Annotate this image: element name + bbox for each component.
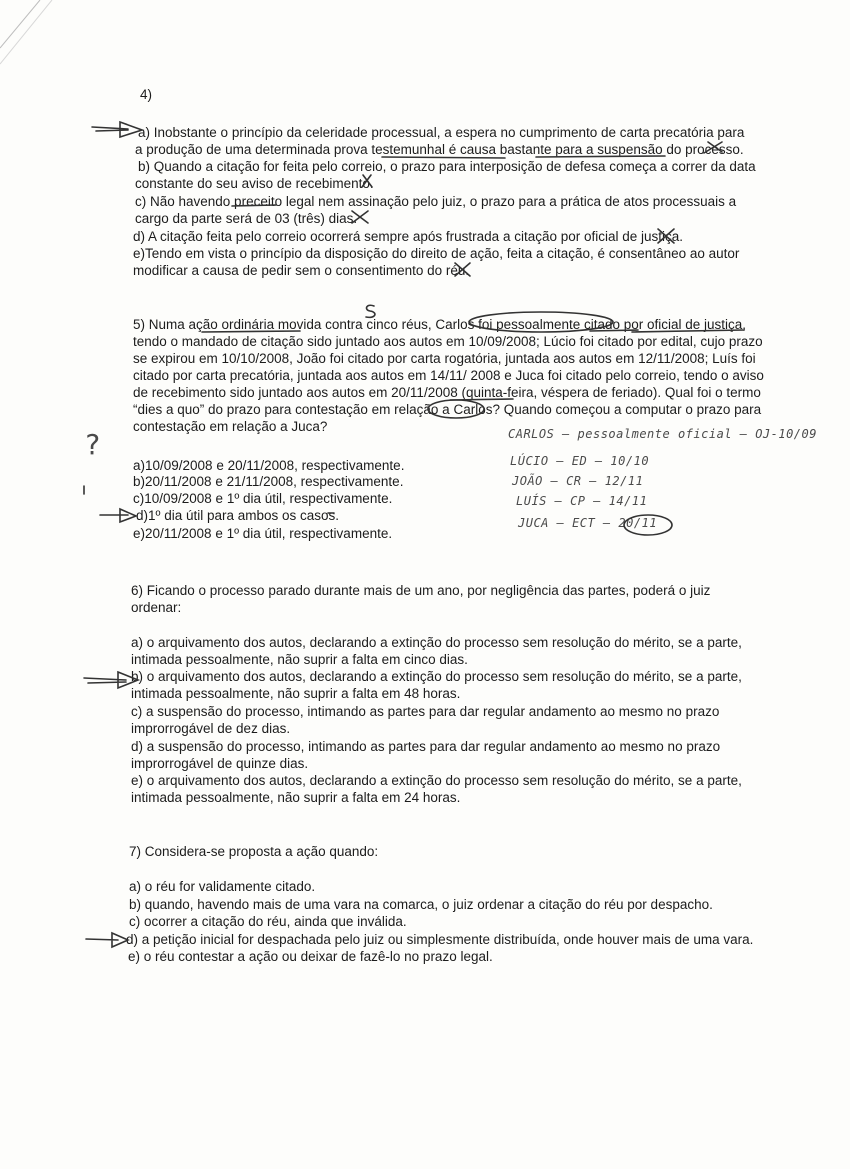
q5-statement-line-3: se expirou em 10/10/2008, João foi citado por carta rogatória, juntada aos autos em 12/11/2008; Luís foi [133,351,756,366]
q5-option-a: a)10/09/2008 e 20/11/2008, respectivamente. [133,458,405,473]
q4-option-e: e)Tendo em vista o princípio da disposição do direito de ação, feita a citação, é consentâneo ao autor [133,246,740,261]
q4-option-a-cont: a produção de uma determinada prova testemunhal é causa bastante para a suspensão do processo. [135,142,744,157]
arrow-q7-d [86,933,128,947]
q7-statement: 7) Considera-se proposta a ação quando: [129,844,379,859]
q5-statement-line-2: tendo o mandado de citação sido juntado aos autos em 10/09/2008; Lúcio foi citado por edital, cujo prazo [133,334,763,349]
scan-edge-artifact [0,0,60,80]
q6-statement-line-1: 6) Ficando o processo parado durante mais de um ano, por negligência das partes, poderá o juiz [131,583,711,598]
q4-number: 4) [140,87,153,102]
handwritten-question-mark: ? [84,428,102,461]
handwritten-note-luis: LUÍS – CP – 14/11 [516,494,648,508]
q5-option-c: c)10/09/2008 e 1º dia útil, respectivamente. [133,491,393,506]
q5-statement-line-6: “dies a quo” do prazo para contestação em relação a Carlos? Quando começou a computar o prazo para [133,402,762,417]
q6-option-c-cont: improrrogável de dez dias. [131,721,291,736]
handwritten-note-juca: JUCA – ECT – 20/11 [518,516,658,530]
q7-option-e: e) o réu contestar a ação ou deixar de fazê-lo no prazo legal. [128,949,493,964]
q6-option-d-cont: improrrogável de quinze dias. [131,756,309,771]
q6-option-b: b) o arquivamento dos autos, declarando a extinção do processo sem resolução do mérito, se a parte, [131,669,742,684]
q4-option-b-cont: constante do seu aviso de recebimento. [135,176,374,191]
handwritten-note-lucio: LÚCIO – ED – 10/10 [510,454,650,468]
handwritten-note-joao: JOÃO – CR – 12/11 [512,474,644,488]
q6-option-e-cont: intimada pessoalmente, não suprir a falta em 24 horas. [131,790,461,805]
q6-statement-line-2: ordenar: [131,600,182,615]
q5-option-d: d)1º dia útil para ambos os casos. [136,508,340,523]
q6-option-b-cont: intimada pessoalmente, não suprir a falta em 48 horas. [131,686,461,701]
q7-option-c: c) ocorrer a citação do réu, ainda que inválida. [129,914,407,929]
q7-option-d: d) a petição inicial for despachada pelo juiz ou simplesmente distribuída, onde houver mais de uma vara. [126,932,754,947]
q5-statement-line-7: contestação em relação a Juca? [133,419,328,434]
q4-option-c-cont: cargo da parte será de 03 (três) dias. [135,211,358,226]
q7-option-a: a) o réu for validamente citado. [129,879,316,894]
q5-statement-line-5: de recebimento sido juntado aos autos em 20/11/2008 (quinta-feira, véspera de feriado). Qual foi o termo [133,385,761,400]
q7-option-b: b) quando, havendo mais de uma vara na comarca, o juiz ordenar a citação do réu por despacho. [129,897,713,912]
q4-option-d: d) A citação feita pelo correio ocorrerá sempre após frustrada a citação por oficial de justiça. [133,229,684,244]
q4-option-a: a) Inobstante o princípio da celeridade processual, a espera no cumprimento de carta precatória para [138,125,745,140]
arrow-q5-d [100,509,136,522]
q5-option-b: b)20/11/2008 e 21/11/2008, respectivamente. [133,474,404,489]
q4-option-e-cont: modificar a causa de pedir sem o consentimento do réu. [133,263,470,278]
q5-option-e: e)20/11/2008 e 1º dia útil, respectivamente. [133,526,393,541]
q6-option-a-cont: intimada pessoalmente, não suprir a falta em cinco dias. [131,652,468,667]
q4-option-c: c) Não havendo preceito legal nem assinação pelo juiz, o prazo para a prática de atos processuais a [135,194,737,209]
handwritten-note-carlos: CARLOS – pessoalmente oficial – OJ-10/09 [508,427,817,441]
q4-option-b: b) Quando a citação for feita pelo correio, o prazo para interposição de defesa começa a correr da data [138,159,756,174]
q6-option-e: e) o arquivamento dos autos, declarando a extinção do processo sem resolução do mérito, se a parte, [131,773,742,788]
q5-statement-line-4: citado por carta precatória, juntada aos autos em 14/11/ 2008 e Juca foi citado pelo correio, tendo o aviso [133,368,764,383]
q6-option-a: a) o arquivamento dos autos, declarando a extinção do processo sem resolução do mérito, se a parte, [131,635,742,650]
answer-arrow-q4 [92,122,142,137]
arrow-q6-b [84,672,138,688]
q6-option-d: d) a suspensão do processo, intimando as partes para dar regular andamento ao mesmo no prazo [131,739,721,754]
q5-statement-line-1: 5) Numa ação ordinária movida contra cinco réus, Carlos foi pessoalmente citado por oficial de justiça, [133,317,747,332]
q6-option-c: c) a suspensão do processo, intimando as partes para dar regular andamento ao mesmo no prazo [131,704,720,719]
